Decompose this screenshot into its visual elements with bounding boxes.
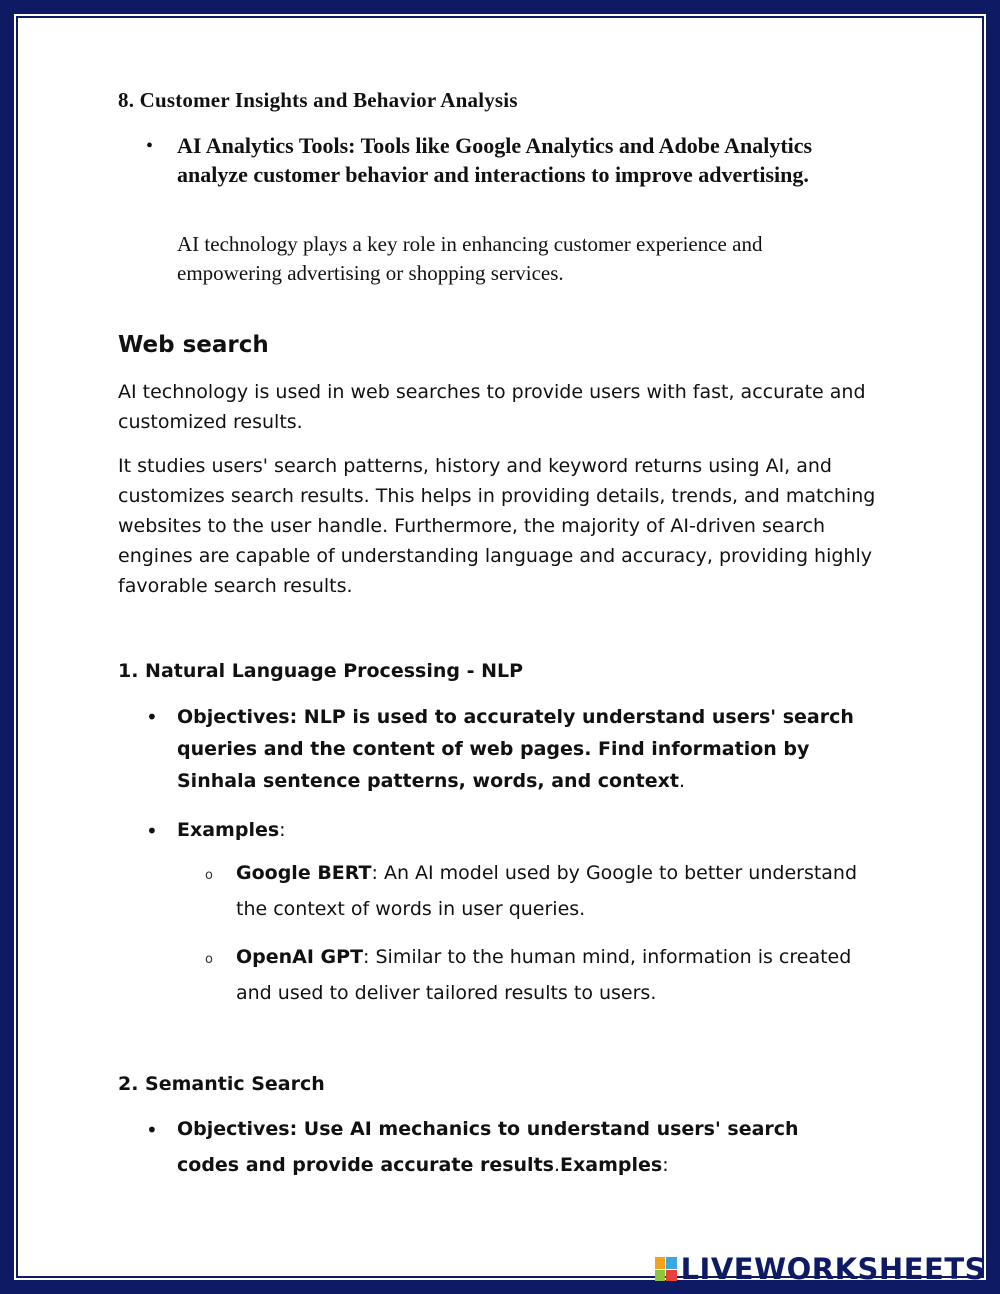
logo-text: LIVEWORKSHEETS	[680, 1252, 986, 1286]
semantic-objectives-text: Objectives: Use AI mechanics to understand users' search codes and provide accurate results	[177, 1118, 799, 1176]
bullet-icon: •	[146, 819, 158, 843]
circle-bullet-icon: o	[205, 952, 213, 967]
nlp-objectives-text: Objectives: NLP is used to accurately understand users' search queries and the content of web pages. Find information by Sinhala sentence patterns, words, and context	[177, 706, 854, 792]
bullet-icon: •	[146, 705, 158, 729]
circle-bullet-icon: o	[205, 868, 213, 883]
web-search-details: It studies users' search patterns, history and keyword returns using AI, and customizes search results. This helps in providing details, trends, and matching websites to the user handle. Furthermore, the majority of AI-driven search engines are capable of understanding language and accuracy, providing highly favorable search results.	[118, 455, 876, 597]
logo-square	[655, 1270, 666, 1282]
liveworksheets-mark-icon	[655, 1257, 677, 1281]
example-google-bert	[236, 855, 876, 927]
ai-analytics-tools-item: AI Analytics Tools: Tools like Google Analytics and Adobe Analytics analyze customer behavior and interactions to improve advertising.	[177, 133, 813, 187]
nlp-examples-label: Examples	[177, 819, 280, 841]
semantic-examples-label: Examples	[560, 1154, 663, 1176]
section-8-heading: 8. Customer Insights and Behavior Analysis	[118, 88, 518, 112]
semantic-search-heading: 2. Semantic Search	[118, 1073, 325, 1095]
nlp-examples-colon: :	[279, 819, 286, 841]
logo-square	[655, 1257, 666, 1269]
example-description: : Similar to the human mind, information is created and used to deliver tailored results to users.	[236, 946, 852, 1004]
ai-technology-paragraph: AI technology plays a key role in enhancing customer experience and empowering advertising or shopping services.	[177, 232, 763, 285]
nlp-examples-item	[177, 815, 867, 845]
liveworksheets-logo	[655, 1252, 986, 1286]
logo-square	[666, 1257, 677, 1269]
web-search-intro: AI technology is used in web searches to provide users with fast, accurate and customized results.	[118, 381, 866, 433]
example-openai-gpt	[236, 939, 876, 1011]
semantic-objectives-item	[177, 1111, 867, 1183]
bullet-icon: •	[146, 1118, 158, 1142]
bullet-icon: •	[146, 135, 154, 157]
nlp-heading: 1. Natural Language Processing - NLP	[118, 660, 524, 682]
example-name: Google BERT	[236, 862, 372, 884]
nlp-objectives-item	[177, 701, 867, 797]
logo-square	[666, 1270, 677, 1282]
example-name: OpenAI GPT	[236, 946, 364, 968]
nlp-objectives-period: .	[678, 770, 685, 792]
web-search-heading: Web search	[118, 332, 269, 358]
semantic-objectives-period: .	[553, 1154, 561, 1176]
semantic-examples-colon: :	[662, 1154, 669, 1176]
example-description: : An AI model used by Google to better understand the context of words in user queries.	[236, 862, 858, 920]
